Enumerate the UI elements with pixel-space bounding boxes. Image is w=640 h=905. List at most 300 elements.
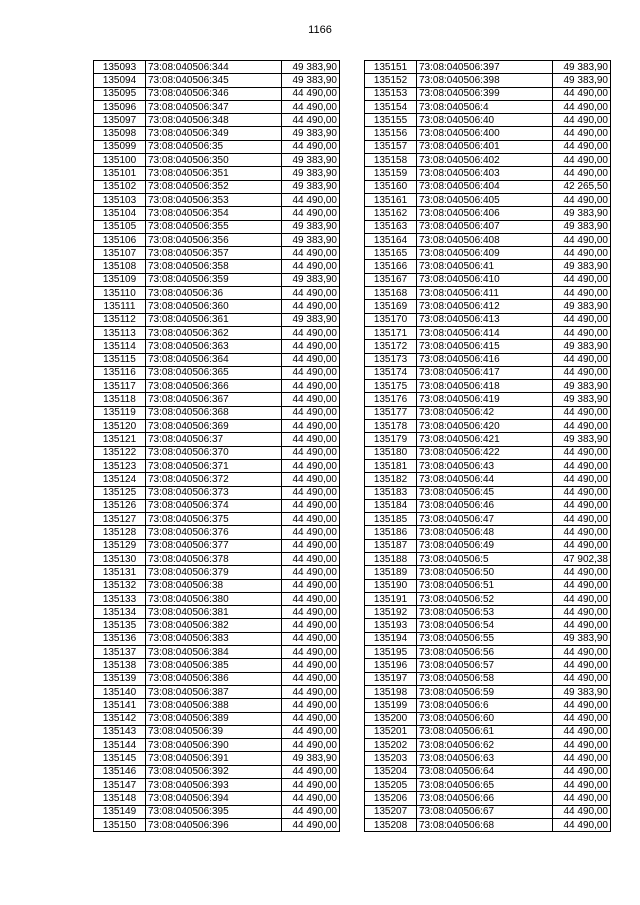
cadastral-number-cell: 73:08:040506:55	[417, 632, 553, 645]
record-number-cell: 135135	[94, 619, 146, 632]
record-number-cell: 135140	[94, 685, 146, 698]
cadastral-number-cell: 73:08:040506:6	[417, 699, 553, 712]
cadastral-number-cell: 73:08:040506:44	[417, 473, 553, 486]
cadastral-number-cell: 73:08:040506:46	[417, 499, 553, 512]
record-number-cell: 135109	[94, 273, 146, 286]
value-cell: 44 490,00	[282, 739, 340, 752]
value-cell: 49 383,90	[282, 180, 340, 193]
table-row	[365, 752, 611, 765]
table-row	[365, 792, 611, 805]
value-cell: 44 490,00	[553, 326, 611, 339]
record-number-cell: 135104	[94, 207, 146, 220]
table-row	[365, 552, 611, 565]
table-row	[365, 247, 611, 260]
table-row	[94, 207, 340, 220]
record-number-cell: 135106	[94, 233, 146, 246]
cadastral-number-cell: 73:08:040506:63	[417, 752, 553, 765]
table-row	[94, 87, 340, 100]
cadastral-number-cell: 73:08:040506:50	[417, 566, 553, 579]
cadastral-number-cell: 73:08:040506:347	[146, 100, 282, 113]
record-number-cell: 135201	[365, 725, 417, 738]
value-cell: 44 490,00	[553, 193, 611, 206]
cadastral-number-cell: 73:08:040506:377	[146, 539, 282, 552]
table-row	[94, 672, 340, 685]
value-cell: 44 490,00	[553, 420, 611, 433]
record-number-cell: 135168	[365, 287, 417, 300]
cadastral-number-cell: 73:08:040506:58	[417, 672, 553, 685]
value-cell: 44 490,00	[553, 87, 611, 100]
record-number-cell: 135153	[365, 87, 417, 100]
record-number-cell: 135097	[94, 114, 146, 127]
cadastral-number-cell: 73:08:040506:53	[417, 606, 553, 619]
table-row	[365, 287, 611, 300]
table-row	[365, 539, 611, 552]
record-number-cell: 135118	[94, 393, 146, 406]
record-number-cell: 135127	[94, 513, 146, 526]
table-row	[94, 685, 340, 698]
value-cell: 44 490,00	[282, 579, 340, 592]
table-row	[94, 592, 340, 605]
value-cell: 44 490,00	[553, 539, 611, 552]
cadastral-number-cell: 73:08:040506:407	[417, 220, 553, 233]
record-number-cell: 135124	[94, 473, 146, 486]
cadastral-number-cell: 73:08:040506:365	[146, 366, 282, 379]
table-row	[94, 260, 340, 273]
table-row	[94, 61, 340, 74]
record-number-cell: 135114	[94, 340, 146, 353]
cadastral-number-cell: 73:08:040506:414	[417, 326, 553, 339]
record-number-cell: 135116	[94, 366, 146, 379]
cadastral-number-cell: 73:08:040506:390	[146, 739, 282, 752]
record-number-cell: 135161	[365, 193, 417, 206]
value-cell: 44 490,00	[282, 420, 340, 433]
record-number-cell: 135108	[94, 260, 146, 273]
record-number-cell: 135205	[365, 779, 417, 792]
cadastral-number-cell: 73:08:040506:367	[146, 393, 282, 406]
record-number-cell: 135132	[94, 579, 146, 592]
record-number-cell: 135167	[365, 273, 417, 286]
cadastral-number-cell: 73:08:040506:378	[146, 552, 282, 565]
record-number-cell: 135165	[365, 247, 417, 260]
table-row	[94, 326, 340, 339]
cadastral-number-cell: 73:08:040506:382	[146, 619, 282, 632]
record-number-cell: 135192	[365, 606, 417, 619]
cadastral-number-cell: 73:08:040506:47	[417, 513, 553, 526]
record-number-cell: 135164	[365, 233, 417, 246]
cadastral-number-cell: 73:08:040506:395	[146, 805, 282, 818]
value-cell: 44 490,00	[553, 313, 611, 326]
record-number-cell: 135204	[365, 765, 417, 778]
table-row	[365, 366, 611, 379]
value-cell: 44 490,00	[282, 300, 340, 313]
value-cell: 44 490,00	[282, 340, 340, 353]
table-row	[365, 646, 611, 659]
value-cell: 49 383,90	[553, 685, 611, 698]
cadastral-number-cell: 73:08:040506:396	[146, 818, 282, 831]
cadastral-number-cell: 73:08:040506:42	[417, 406, 553, 419]
value-cell: 44 490,00	[553, 140, 611, 153]
value-cell: 44 490,00	[553, 100, 611, 113]
value-cell: 44 490,00	[282, 779, 340, 792]
record-number-cell: 135170	[365, 313, 417, 326]
value-cell: 44 490,00	[553, 353, 611, 366]
record-number-cell: 135157	[365, 140, 417, 153]
table-row	[365, 579, 611, 592]
value-cell: 44 490,00	[282, 539, 340, 552]
value-cell: 44 490,00	[553, 765, 611, 778]
table-row	[365, 513, 611, 526]
value-cell: 44 490,00	[282, 366, 340, 379]
cadastral-number-cell: 73:08:040506:344	[146, 61, 282, 74]
value-cell: 44 490,00	[553, 247, 611, 260]
value-cell: 49 383,90	[282, 273, 340, 286]
table-row	[94, 699, 340, 712]
record-number-cell: 135174	[365, 366, 417, 379]
value-cell: 42 265,50	[553, 180, 611, 193]
cadastral-number-cell: 73:08:040506:373	[146, 486, 282, 499]
record-number-cell: 135130	[94, 552, 146, 565]
table-row	[94, 818, 340, 831]
table-row	[365, 127, 611, 140]
value-cell: 44 490,00	[553, 712, 611, 725]
value-cell: 44 490,00	[282, 87, 340, 100]
value-cell: 44 490,00	[282, 606, 340, 619]
value-cell: 44 490,00	[553, 273, 611, 286]
cadastral-number-cell: 73:08:040506:352	[146, 180, 282, 193]
record-number-cell: 135103	[94, 193, 146, 206]
cadastral-number-cell: 73:08:040506:4	[417, 100, 553, 113]
value-cell: 49 383,90	[553, 74, 611, 87]
cadastral-number-cell: 73:08:040506:68	[417, 818, 553, 831]
value-cell: 49 383,90	[553, 433, 611, 446]
record-number-cell: 135122	[94, 446, 146, 459]
cadastral-number-cell: 73:08:040506:404	[417, 180, 553, 193]
cadastral-number-cell: 73:08:040506:349	[146, 127, 282, 140]
value-cell: 44 490,00	[553, 446, 611, 459]
table-row	[94, 499, 340, 512]
record-number-cell: 135186	[365, 526, 417, 539]
cadastral-number-cell: 73:08:040506:356	[146, 233, 282, 246]
record-number-cell: 135148	[94, 792, 146, 805]
cadastral-number-cell: 73:08:040506:380	[146, 592, 282, 605]
cadastral-number-cell: 73:08:040506:35	[146, 140, 282, 153]
record-number-cell: 135113	[94, 326, 146, 339]
record-number-cell: 135203	[365, 752, 417, 765]
cadastral-number-cell: 73:08:040506:397	[417, 61, 553, 74]
cadastral-number-cell: 73:08:040506:65	[417, 779, 553, 792]
cadastral-number-cell: 73:08:040506:381	[146, 606, 282, 619]
record-number-cell: 135178	[365, 420, 417, 433]
table-row	[365, 220, 611, 233]
cadastral-number-cell: 73:08:040506:387	[146, 685, 282, 698]
value-cell: 49 383,90	[553, 61, 611, 74]
value-cell: 44 490,00	[282, 459, 340, 472]
table-row	[365, 566, 611, 579]
value-cell: 44 490,00	[282, 792, 340, 805]
cadastral-number-cell: 73:08:040506:398	[417, 74, 553, 87]
value-cell: 44 490,00	[282, 100, 340, 113]
cadastral-number-cell: 73:08:040506:415	[417, 340, 553, 353]
table-row	[365, 473, 611, 486]
record-number-cell: 135160	[365, 180, 417, 193]
value-cell: 44 490,00	[282, 247, 340, 260]
record-number-cell: 135193	[365, 619, 417, 632]
cadastral-number-cell: 73:08:040506:401	[417, 140, 553, 153]
cadastral-number-cell: 73:08:040506:67	[417, 805, 553, 818]
table-row	[365, 61, 611, 74]
cadastral-number-cell: 73:08:040506:45	[417, 486, 553, 499]
record-number-cell: 135175	[365, 380, 417, 393]
cadastral-number-cell: 73:08:040506:37	[146, 433, 282, 446]
cadastral-number-cell: 73:08:040506:409	[417, 247, 553, 260]
record-number-cell: 135139	[94, 672, 146, 685]
record-number-cell: 135154	[365, 100, 417, 113]
cadastral-number-cell: 73:08:040506:59	[417, 685, 553, 698]
table-row	[94, 406, 340, 419]
table-row	[365, 818, 611, 831]
record-number-cell: 135166	[365, 260, 417, 273]
cadastral-number-cell: 73:08:040506:385	[146, 659, 282, 672]
cadastral-number-cell: 73:08:040506:36	[146, 287, 282, 300]
cadastral-number-cell: 73:08:040506:40	[417, 114, 553, 127]
table-row	[94, 353, 340, 366]
cadastral-number-cell: 73:08:040506:38	[146, 579, 282, 592]
record-number-cell: 135136	[94, 632, 146, 645]
cadastral-number-cell: 73:08:040506:370	[146, 446, 282, 459]
table-row	[365, 433, 611, 446]
record-number-cell: 135131	[94, 566, 146, 579]
value-cell: 49 383,90	[282, 313, 340, 326]
table-row	[94, 526, 340, 539]
value-cell: 44 490,00	[553, 579, 611, 592]
cadastral-number-cell: 73:08:040506:400	[417, 127, 553, 140]
cadastral-number-cell: 73:08:040506:376	[146, 526, 282, 539]
value-cell: 44 490,00	[282, 287, 340, 300]
value-cell: 44 490,00	[553, 154, 611, 167]
value-cell: 44 490,00	[282, 552, 340, 565]
record-number-cell: 135163	[365, 220, 417, 233]
value-cell: 49 383,90	[282, 752, 340, 765]
table-row	[365, 300, 611, 313]
cadastral-number-cell: 73:08:040506:360	[146, 300, 282, 313]
cadastral-number-cell: 73:08:040506:422	[417, 446, 553, 459]
table-row	[365, 207, 611, 220]
table-row	[365, 499, 611, 512]
table-row	[94, 366, 340, 379]
cadastral-number-cell: 73:08:040506:389	[146, 712, 282, 725]
value-cell: 44 490,00	[553, 167, 611, 180]
record-number-cell: 135169	[365, 300, 417, 313]
cadastral-number-cell: 73:08:040506:421	[417, 433, 553, 446]
table-row	[365, 193, 611, 206]
value-cell: 49 383,90	[282, 127, 340, 140]
value-cell: 44 490,00	[553, 792, 611, 805]
value-cell: 44 490,00	[282, 805, 340, 818]
cadastral-number-cell: 73:08:040506:351	[146, 167, 282, 180]
value-cell: 44 490,00	[282, 353, 340, 366]
record-number-cell: 135107	[94, 247, 146, 260]
cadastral-number-cell: 73:08:040506:413	[417, 313, 553, 326]
record-number-cell: 135179	[365, 433, 417, 446]
value-cell: 44 490,00	[553, 114, 611, 127]
record-number-cell: 135172	[365, 340, 417, 353]
value-cell: 44 490,00	[553, 646, 611, 659]
value-cell: 44 490,00	[553, 805, 611, 818]
table-row	[94, 792, 340, 805]
value-cell: 49 383,90	[553, 393, 611, 406]
value-cell: 49 383,90	[282, 220, 340, 233]
table-row	[94, 646, 340, 659]
record-number-cell: 135101	[94, 167, 146, 180]
value-cell: 44 490,00	[282, 725, 340, 738]
table-row	[365, 167, 611, 180]
table-row	[94, 154, 340, 167]
table-row	[365, 74, 611, 87]
value-cell: 44 490,00	[282, 406, 340, 419]
table-row	[94, 114, 340, 127]
record-number-cell: 135202	[365, 739, 417, 752]
cadastral-number-cell: 73:08:040506:39	[146, 725, 282, 738]
cadastral-number-cell: 73:08:040506:57	[417, 659, 553, 672]
table-row	[365, 619, 611, 632]
table-row	[94, 393, 340, 406]
cadastral-number-cell: 73:08:040506:64	[417, 765, 553, 778]
table-row	[94, 300, 340, 313]
table-row	[365, 273, 611, 286]
table-row	[365, 313, 611, 326]
record-number-cell: 135112	[94, 313, 146, 326]
cadastral-number-cell: 73:08:040506:411	[417, 287, 553, 300]
value-cell: 47 902,38	[553, 552, 611, 565]
record-number-cell: 135126	[94, 499, 146, 512]
cadastral-number-cell: 73:08:040506:403	[417, 167, 553, 180]
cadastral-number-cell: 73:08:040506:5	[417, 552, 553, 565]
record-number-cell: 135158	[365, 154, 417, 167]
table-row	[94, 167, 340, 180]
cadastral-number-cell: 73:08:040506:391	[146, 752, 282, 765]
record-number-cell: 135125	[94, 486, 146, 499]
cadastral-number-cell: 73:08:040506:41	[417, 260, 553, 273]
table-row	[94, 619, 340, 632]
value-cell: 44 490,00	[553, 473, 611, 486]
table-row	[365, 459, 611, 472]
value-cell: 44 490,00	[553, 699, 611, 712]
record-number-cell: 135147	[94, 779, 146, 792]
record-number-cell: 135176	[365, 393, 417, 406]
table-row	[94, 712, 340, 725]
cadastral-number-cell: 73:08:040506:420	[417, 420, 553, 433]
record-number-cell: 135208	[365, 818, 417, 831]
table-row	[365, 739, 611, 752]
table-row	[365, 87, 611, 100]
record-number-cell: 135188	[365, 552, 417, 565]
table-row	[365, 406, 611, 419]
record-number-cell: 135173	[365, 353, 417, 366]
table-row	[94, 273, 340, 286]
record-number-cell: 135207	[365, 805, 417, 818]
value-cell: 44 490,00	[553, 592, 611, 605]
cadastral-number-cell: 73:08:040506:416	[417, 353, 553, 366]
record-number-cell: 135143	[94, 725, 146, 738]
table-row	[94, 100, 340, 113]
cadastral-number-cell: 73:08:040506:408	[417, 233, 553, 246]
value-cell: 44 490,00	[553, 779, 611, 792]
value-cell: 44 490,00	[282, 619, 340, 632]
cadastral-number-cell: 73:08:040506:418	[417, 380, 553, 393]
value-cell: 44 490,00	[553, 725, 611, 738]
cadastral-number-cell: 73:08:040506:51	[417, 579, 553, 592]
cadastral-number-cell: 73:08:040506:410	[417, 273, 553, 286]
table-row	[365, 180, 611, 193]
record-number-cell: 135119	[94, 406, 146, 419]
record-number-cell: 135095	[94, 87, 146, 100]
cadastral-number-cell: 73:08:040506:383	[146, 632, 282, 645]
value-cell: 44 490,00	[553, 606, 611, 619]
table-row	[94, 180, 340, 193]
value-cell: 49 383,90	[282, 167, 340, 180]
record-number-cell: 135142	[94, 712, 146, 725]
table-row	[365, 353, 611, 366]
record-number-cell: 135198	[365, 685, 417, 698]
table-row	[94, 140, 340, 153]
cadastral-number-cell: 73:08:040506:384	[146, 646, 282, 659]
value-cell: 44 490,00	[282, 685, 340, 698]
table-row	[94, 473, 340, 486]
table-row	[94, 340, 340, 353]
table-row	[94, 779, 340, 792]
record-number-cell: 135102	[94, 180, 146, 193]
table-row	[365, 526, 611, 539]
cadastral-number-cell: 73:08:040506:371	[146, 459, 282, 472]
cadastral-number-cell: 73:08:040506:366	[146, 380, 282, 393]
table-row	[365, 114, 611, 127]
record-number-cell: 135117	[94, 380, 146, 393]
value-cell: 44 490,00	[282, 140, 340, 153]
value-cell: 44 490,00	[553, 526, 611, 539]
table-row	[365, 380, 611, 393]
table-row	[365, 326, 611, 339]
table-row	[94, 220, 340, 233]
table-row	[94, 459, 340, 472]
table-row	[365, 100, 611, 113]
record-number-cell: 135110	[94, 287, 146, 300]
table-row	[94, 446, 340, 459]
record-number-cell: 135138	[94, 659, 146, 672]
record-number-cell: 135200	[365, 712, 417, 725]
table-row	[94, 632, 340, 645]
record-number-cell: 135098	[94, 127, 146, 140]
value-cell: 44 490,00	[553, 672, 611, 685]
record-number-cell: 135137	[94, 646, 146, 659]
record-number-cell: 135099	[94, 140, 146, 153]
record-number-cell: 135190	[365, 579, 417, 592]
cadastral-number-cell: 73:08:040506:361	[146, 313, 282, 326]
cadastral-number-cell: 73:08:040506:374	[146, 499, 282, 512]
cadastral-number-cell: 73:08:040506:375	[146, 513, 282, 526]
value-cell: 44 490,00	[553, 233, 611, 246]
value-cell: 44 490,00	[282, 566, 340, 579]
value-cell: 49 383,90	[282, 74, 340, 87]
value-cell: 44 490,00	[282, 672, 340, 685]
record-number-cell: 135206	[365, 792, 417, 805]
value-cell: 44 490,00	[282, 473, 340, 486]
record-number-cell: 135155	[365, 114, 417, 127]
records-table-left	[93, 60, 340, 832]
cadastral-number-cell: 73:08:040506:358	[146, 260, 282, 273]
cadastral-number-cell: 73:08:040506:346	[146, 87, 282, 100]
value-cell: 49 383,90	[553, 380, 611, 393]
value-cell: 44 490,00	[282, 393, 340, 406]
